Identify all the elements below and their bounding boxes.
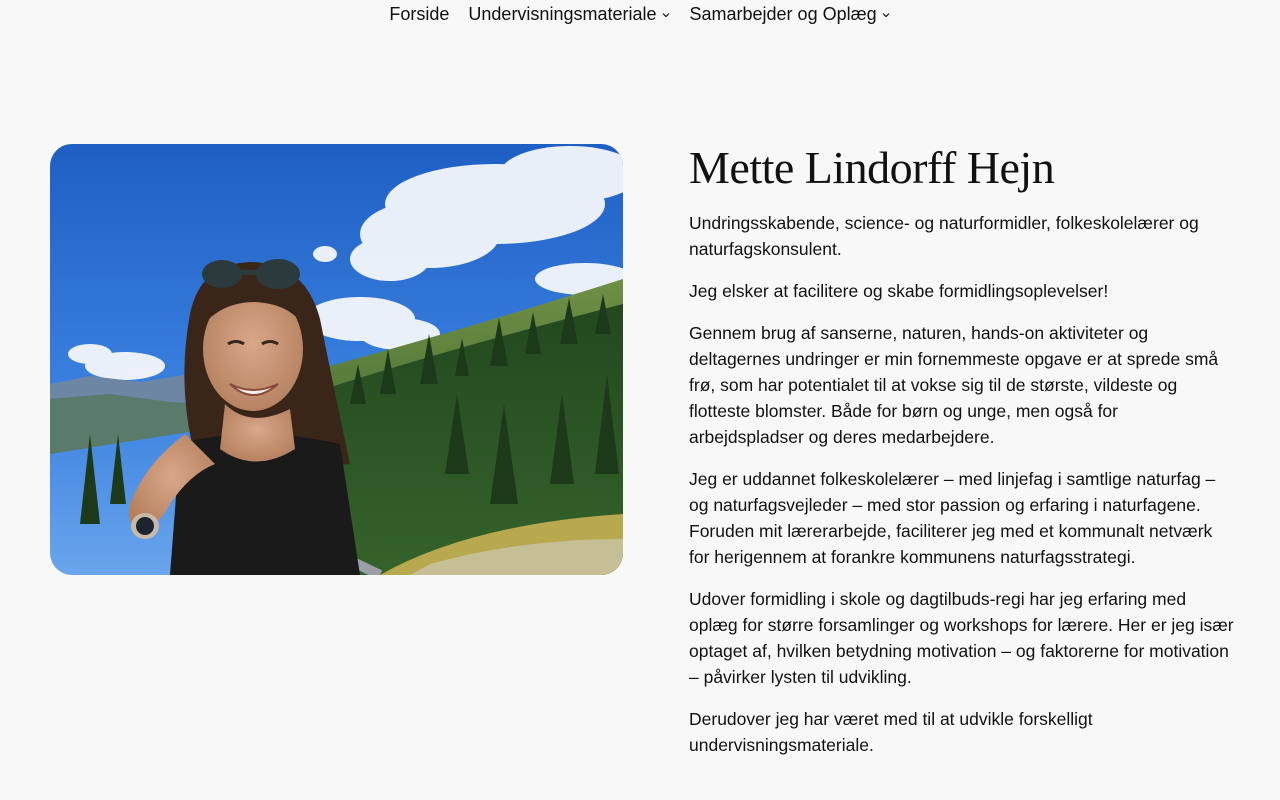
profile-content [689, 140, 1234, 774]
main-navigation [0, 0, 1280, 28]
nav-item-samarbejder-og-oplaeg[interactable] [690, 2, 891, 26]
nav-item-label: Samarbejder og Oplæg [689, 4, 877, 24]
intro-paragraph: Undringsskabende, science- og naturformidler, folkeskolelærer og naturfagskonsulent. [689, 213, 1199, 259]
nav-item-forside[interactable] [389, 2, 449, 26]
nav-item-label: Forside [389, 4, 450, 24]
body-paragraph: Gennem brug af sanserne, naturen, hands-on aktiviteter og deltagernes undringer er min fornemmeste opgave er at sprede små frø, som har potentialet til at vokse sig til de største, vildeste og flotteste blomster. Både for børn og unge, men også for arbejdspladser og deres medarbejdere. [689, 323, 1219, 447]
body-paragraph: Udover formidling i skole og dagtilbuds-regi har jeg erfaring med oplæg for større forsamlinger og workshops for lærere. Her er jeg især optaget af, hvilken betydning motivation – og faktorerne for motivation – påvirker lysten til udvikling. [689, 589, 1234, 687]
page-title: Mette Lindorff Hejn [689, 142, 1055, 193]
nav-item-label: Undervisningsmateriale [468, 4, 657, 24]
body-paragraph: Jeg elsker at facilitere og skabe formidlingsoplevelser! [689, 281, 1109, 301]
profile-photo-image [50, 144, 623, 575]
body-paragraph: Derudover jeg har været med til at udvikle forskelligt undervisningsmateriale. [689, 709, 1093, 755]
chevron-down-icon [881, 10, 891, 20]
profile-photo [50, 144, 623, 575]
nav-item-undervisningsmateriale[interactable] [468, 2, 670, 26]
body-paragraph: Jeg er uddannet folkeskolelærer – med linjefag i samtlige naturfag – og naturfagsvejleder – med stor passion og erfaring i naturfagene. Foruden mit lærerarbejde, faciliterer jeg med et kommunalt netværk for herigennem at forankre kommunens naturfagsstrategi. [689, 469, 1216, 567]
chevron-down-icon [661, 10, 671, 20]
